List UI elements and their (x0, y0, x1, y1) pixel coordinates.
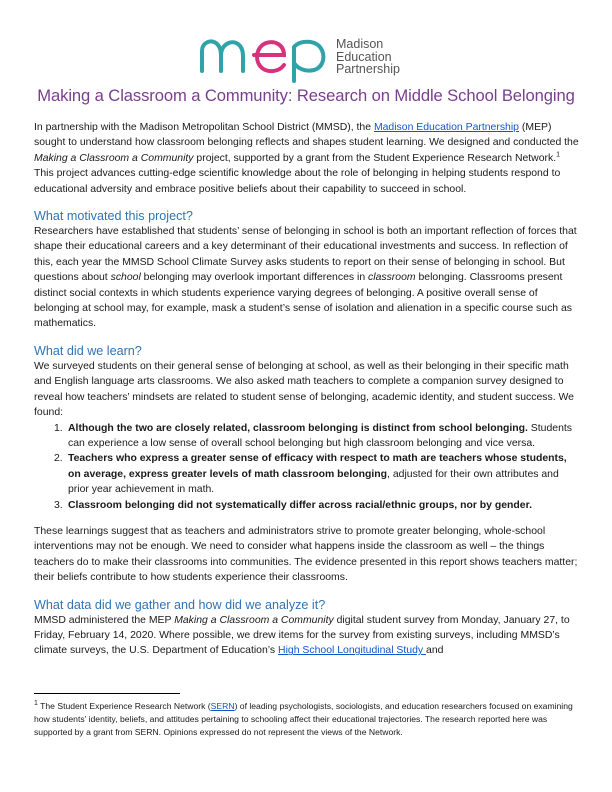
data-paragraph (34, 613, 582, 659)
footnote-text-2: ) of leading psychologists, sociologists, and education researchers focused on examining how students’ identity, beliefs, and attitudes pertaining to schooling affect their educational trajectories. The research reported here was supported by a grant from SERN. Opinions expressed do not represent the views of the Network. (34, 701, 573, 738)
footnote-divider (34, 693, 180, 694)
motivated-text-3: belonging. Classrooms present distinct social contexts in which students experience varying degrees of belonging. A positive overall sense of belonging at school may, for example, mask a student’s sense of isolation and alienation in a specific course such as mathematics. (34, 272, 573, 330)
data-italic: Making a Classroom a Community (174, 614, 334, 626)
learn-conclusion: These learnings suggest that as teachers and administrators strive to promote greater belonging, whole-school interventions may not be enough. We need to consider what happens inside the classroom as well – the things teachers do to make their classrooms into communities. The evidence presented in this report shows teachers matter; their beliefs contribute to how students experience their classrooms. (34, 525, 578, 584)
sern-link[interactable]: SERN (210, 701, 235, 711)
page-title: Making a Classroom a Community: Research on Middle School Belonging (37, 86, 575, 105)
logo-line-3: Partnership (336, 62, 400, 76)
motivated-text-2: belonging may overlook important differences in (140, 272, 369, 284)
footnote-text-1: The Student Experience Research Network ( (37, 701, 211, 711)
finding-rest: , adjusted for their own attributes and prior year achievement in math. (68, 468, 559, 496)
section-learn (34, 343, 582, 586)
motivated-italic-1: school (110, 272, 141, 284)
heading-motivated: What motivated this project? (34, 209, 193, 224)
logo-e-glyph (254, 42, 284, 71)
motivated-text-1: Researchers have established that students’ sense of belonging in school is both an important reflection of forces that shape their educational careers and a key determinant of their educational investments and success. In reflection of this, each year the MMSD School Climate Survey asks students to report on their sense of belonging in school. But questions about (34, 226, 577, 284)
footnote-number: 1 (34, 700, 38, 708)
data-text-3: and (426, 645, 444, 657)
finding-bold: Although the two are closely related, classroom belonging is distinct from school belonging. (68, 422, 528, 434)
finding-item (34, 498, 582, 513)
heading-data: What data did we gather and how did we analyze it? (34, 597, 326, 612)
finding-rest: Students can experience a low sense of overall school belonging but high classroom belonging and vice versa. (68, 422, 572, 449)
mep-link[interactable]: Madison Education Partnership (373, 122, 519, 133)
heading-learn: What did we learn? (34, 343, 142, 358)
footnote-ref: 1 (556, 151, 561, 159)
footnote (34, 700, 582, 740)
mep-logo-mark (196, 25, 336, 83)
section-data (34, 597, 582, 659)
finding-bold: Teachers who express a greater sense of efficacy with respect to math are teachers whose students, on average, express greater levels of math classroom belonging (68, 453, 567, 480)
data-text-1: MMSD administered the MEP (34, 614, 175, 626)
logo-line-1: Madison (336, 37, 384, 51)
logo-line-2: Education (336, 49, 392, 64)
intro-text-1: In partnership with the Madison Metropolitan School District (MMSD), the (34, 122, 374, 133)
logo-p-glyph (294, 42, 323, 81)
finding-number: 3. (54, 499, 63, 511)
document-body (34, 120, 582, 659)
findings-list (34, 421, 582, 513)
intro-text-2: (MEP) sought to understand how classroom belonging reflects and shapes student learning. We designed and conducted the (34, 122, 579, 149)
finding-bold: Classroom belonging did not systematically differ across racial/ethnic groups, nor by gender. (68, 499, 532, 511)
section-motivated (34, 208, 582, 332)
mep-logo (196, 25, 436, 83)
project-name: Making a Classroom a Community (34, 152, 194, 164)
motivated-italic-2: classroom (368, 272, 416, 284)
finding-number: 2. (54, 453, 63, 465)
finding-number: 1. (54, 422, 63, 434)
finding-item (34, 421, 582, 452)
data-text-2: digital student survey from Monday, January 27, to Friday, February 14, 2020. Where possible, we drew items for the survey from existing surveys, including MMSD’s climate surveys, the U.S. Department of Education’s (34, 614, 570, 657)
intro-paragraph (34, 120, 582, 197)
learn-intro: We surveyed students on their general sense of belonging at school, as well as their belonging in their specific math and English language arts classrooms. We also asked math teachers to complete a companion survey designed to reveal how teachers’ mindsets are related to student sense of belonging, academic identity, and student success. We found: (34, 360, 574, 419)
logo-wordmark (336, 38, 400, 76)
intro-text-3: project, supported by a grant from the Student Experience Research Network. (193, 152, 557, 164)
motivated-paragraph (34, 224, 582, 332)
intro-text-4: This project advances cutting-edge scientific knowledge about the role of belonging in helping students respond to educational adversity and embrace positive beliefs about their capability to succeed in school. (34, 168, 561, 195)
logo-m-glyph (202, 41, 243, 71)
finding-item (34, 451, 582, 497)
hsls-link[interactable]: High School Longitudinal Study (278, 645, 427, 657)
